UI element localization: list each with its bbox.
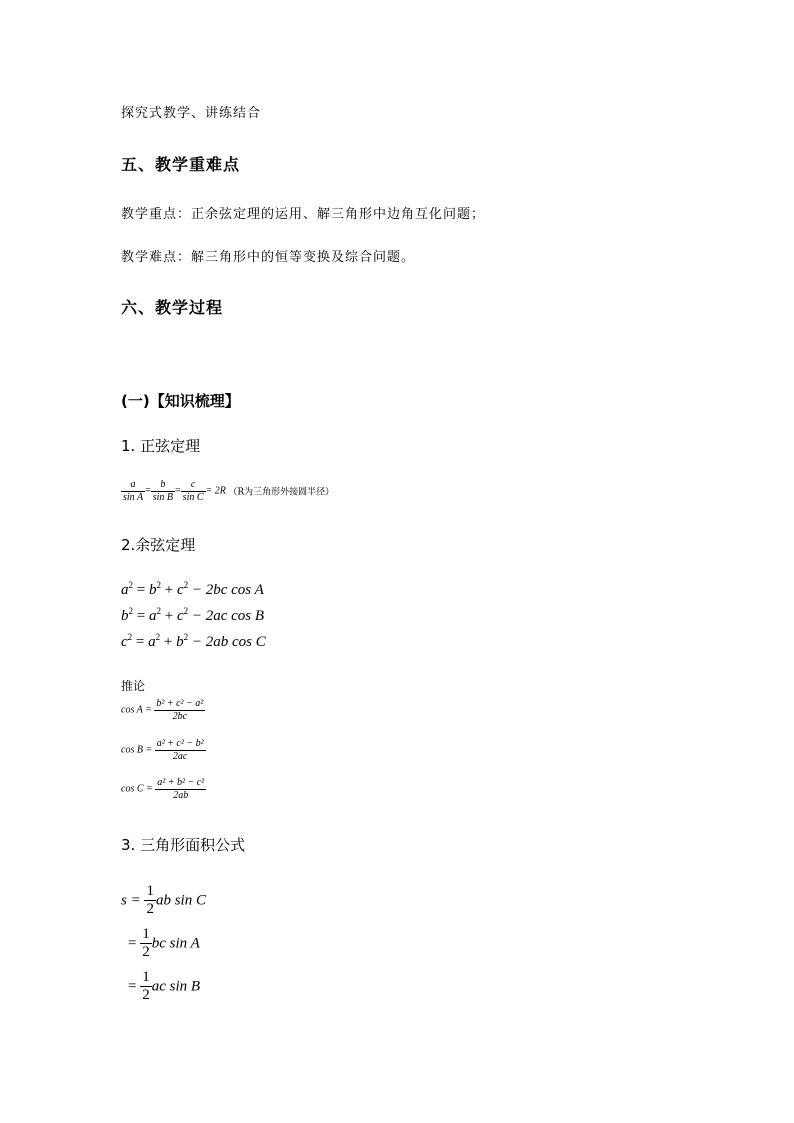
sine-law-fraction-b (151, 479, 175, 503)
eq-term: c (176, 608, 184, 624)
corollary-cos-a (121, 698, 205, 722)
section-cosine-law-title: 2.余弦定理 (121, 536, 196, 554)
eq-tail: ac sin B (151, 978, 201, 995)
fraction-denominator: sin A (123, 491, 144, 503)
fraction-numerator: b (151, 479, 175, 492)
eq-lhs: a (121, 582, 129, 598)
eq-lhs: b (121, 608, 129, 624)
half-fraction (144, 883, 156, 919)
subheading-knowledge-review: (一)【知识梳理】 (121, 392, 240, 410)
fraction-numerator: a (121, 479, 145, 492)
eq-tail: − 2bc cos A (191, 582, 264, 598)
corollary-fraction (155, 738, 206, 762)
corollary-cos-c (121, 777, 206, 801)
eq-lhs: = (128, 935, 137, 952)
area-formula-line-3 (128, 969, 200, 1005)
cosine-law-line-c: $c^2 = a^2 + b^2 - 2ab$ cos C (121, 632, 266, 650)
fraction-numerator: a² + c² − b² (156, 738, 204, 749)
teaching-method-line: 探究式教学、讲练结合 (121, 106, 262, 121)
eq-tail: bc sin A (151, 935, 200, 952)
cosine-law-line-a: $a^2 = b^2 + c^2 - 2bc$ cos A (121, 580, 264, 598)
fraction-denominator: 2ab (173, 789, 189, 801)
fraction-numerator: 1 (144, 883, 156, 901)
fraction-numerator: a² + b² − c² (157, 777, 205, 788)
heading-teaching-process: 六、教学过程 (121, 298, 224, 317)
eq-term: c (176, 582, 184, 598)
sine-law-fraction-a (121, 479, 145, 503)
eq-lhs: c (121, 634, 128, 650)
fraction-denominator: sin C (182, 491, 204, 503)
fraction-denominator: 2ac (172, 750, 188, 762)
eq-lhs: = (128, 978, 137, 995)
eq-term: a (148, 634, 156, 650)
sine-law-note: （R为三角形外接圆半径） (228, 487, 335, 498)
fraction-denominator: 2 (142, 987, 150, 1004)
eq-lhs: cos B = (121, 744, 153, 756)
section-sine-law-title: 1. 正弦定理 (121, 437, 201, 455)
fraction-numerator: 1 (140, 969, 152, 987)
eq-tail: − 2ac cos B (191, 608, 265, 624)
sine-law-formula: $\frac{a}{\text{sin A}}$ = $\frac{b}{\text{sin B}}$ = $\frac{c}{\text{sin C}}$ = 2R （R为三角形外接圆半径） (123, 479, 335, 503)
corollary-fraction (155, 777, 206, 801)
eq-tail: ab sin C (155, 892, 206, 909)
eq-term: b (148, 582, 157, 598)
sine-law-result: = 2R (205, 485, 226, 497)
fraction-numerator: c (181, 479, 206, 492)
eq-lhs: s = (121, 892, 141, 909)
corollary-label: 推论 (121, 679, 146, 693)
area-formula-line-1 (121, 883, 206, 919)
fraction-denominator: 2 (146, 901, 154, 918)
corollary-fraction (154, 698, 205, 722)
eq-lhs: cos A = (121, 704, 152, 716)
fraction-denominator: 2 (142, 944, 150, 961)
eq-term: a (148, 608, 157, 624)
corollary-cos-b (121, 738, 206, 762)
half-fraction (140, 969, 152, 1005)
fraction-numerator: 1 (140, 926, 152, 944)
area-formula-line-2 (128, 926, 200, 962)
sine-law-fraction-c (181, 479, 206, 503)
fraction-denominator: 2bc (172, 710, 188, 722)
half-fraction (140, 926, 152, 962)
fraction-denominator: sin B (152, 491, 174, 503)
eq-tail: − 2ab cos C (191, 634, 266, 650)
difficult-points-line: 教学难点：解三角形中的恒等变换及综合问题。 (121, 250, 416, 265)
cosine-law-line-b: $b^2 = a^2 + c^2 - 2ac$ cos B (121, 606, 265, 624)
heading-teaching-difficulties: 五、教学重难点 (121, 155, 241, 174)
eq-lhs: cos C = (121, 783, 153, 795)
key-points-line: 教学重点：正余弦定理的运用、解三角形中边角互化问题； (121, 207, 486, 222)
eq-term: b (176, 634, 184, 650)
fraction-numerator: b² + c² − a² (156, 698, 204, 709)
section-area-formula-title: 3. 三角形面积公式 (121, 836, 246, 854)
